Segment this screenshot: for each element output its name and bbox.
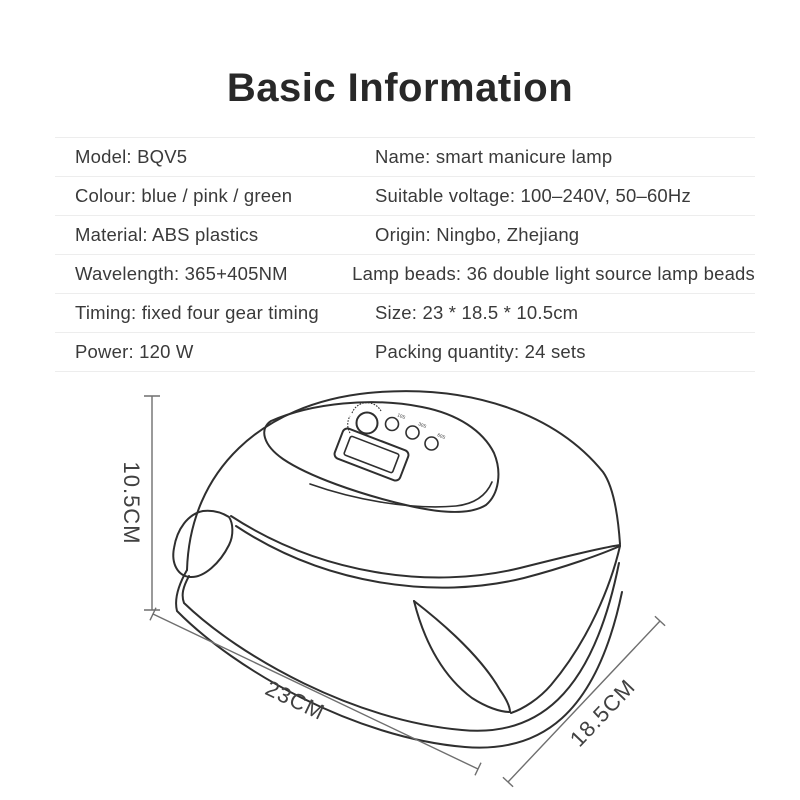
timer-button-3-label: 60S	[436, 432, 447, 440]
lamp-base-outer	[176, 570, 622, 748]
spec-wavelength: Wavelength: 365+405NM	[75, 263, 288, 284]
spec-power: Power: 120 W	[75, 341, 194, 362]
timer-button-1-label: 10S	[396, 412, 407, 420]
spec-lamp-beads: Lamp beads: 36 double light source lamp beads	[352, 263, 755, 284]
timer-button-2	[406, 426, 419, 439]
lcd-display	[333, 427, 410, 482]
height-dimension-line	[144, 396, 160, 610]
spec-name: Name: smart manicure lamp	[375, 146, 613, 167]
spec-colour: Colour: blue / pink / green	[75, 185, 293, 206]
spec-size: Size: 23 * 18.5 * 10.5cm	[375, 302, 579, 323]
spec-packing: Packing quantity: 24 sets	[375, 341, 586, 362]
spec-origin: Origin: Ningbo, Zhejiang	[375, 224, 580, 245]
height-dimension-label: 10.5CM	[119, 461, 145, 545]
lamp-opening-right-edge	[414, 601, 510, 712]
dimension-depth	[503, 616, 665, 787]
depth-dimension-label: 18.5CM	[564, 674, 641, 752]
spec-model: Model: BQV5	[75, 146, 188, 167]
lcd-display-screen	[344, 436, 400, 473]
timer-button-2-label: 30S	[417, 421, 428, 429]
lamp-base-inner	[183, 563, 619, 731]
lamp-sketch	[173, 391, 622, 747]
lamp-right-edge-line	[511, 546, 620, 713]
timer-button-1	[386, 418, 399, 431]
page-title: Basic Information	[226, 66, 574, 110]
spec-material: Material: ABS plastics	[75, 224, 259, 245]
dimension-height	[119, 396, 160, 610]
depth-dimension-line	[503, 616, 665, 787]
timer-button-3	[425, 437, 438, 450]
power-sensor-button	[357, 413, 378, 434]
control-panel-outline	[264, 402, 498, 512]
width-dimension-label: 23CM	[261, 675, 329, 726]
spec-timing: Timing: fixed four gear timing	[75, 302, 319, 323]
lamp-side-wedge	[173, 511, 232, 577]
lamp-opening-left-edge	[414, 601, 510, 712]
spec-voltage: Suitable voltage: 100–240V, 50–60Hz	[375, 185, 691, 206]
